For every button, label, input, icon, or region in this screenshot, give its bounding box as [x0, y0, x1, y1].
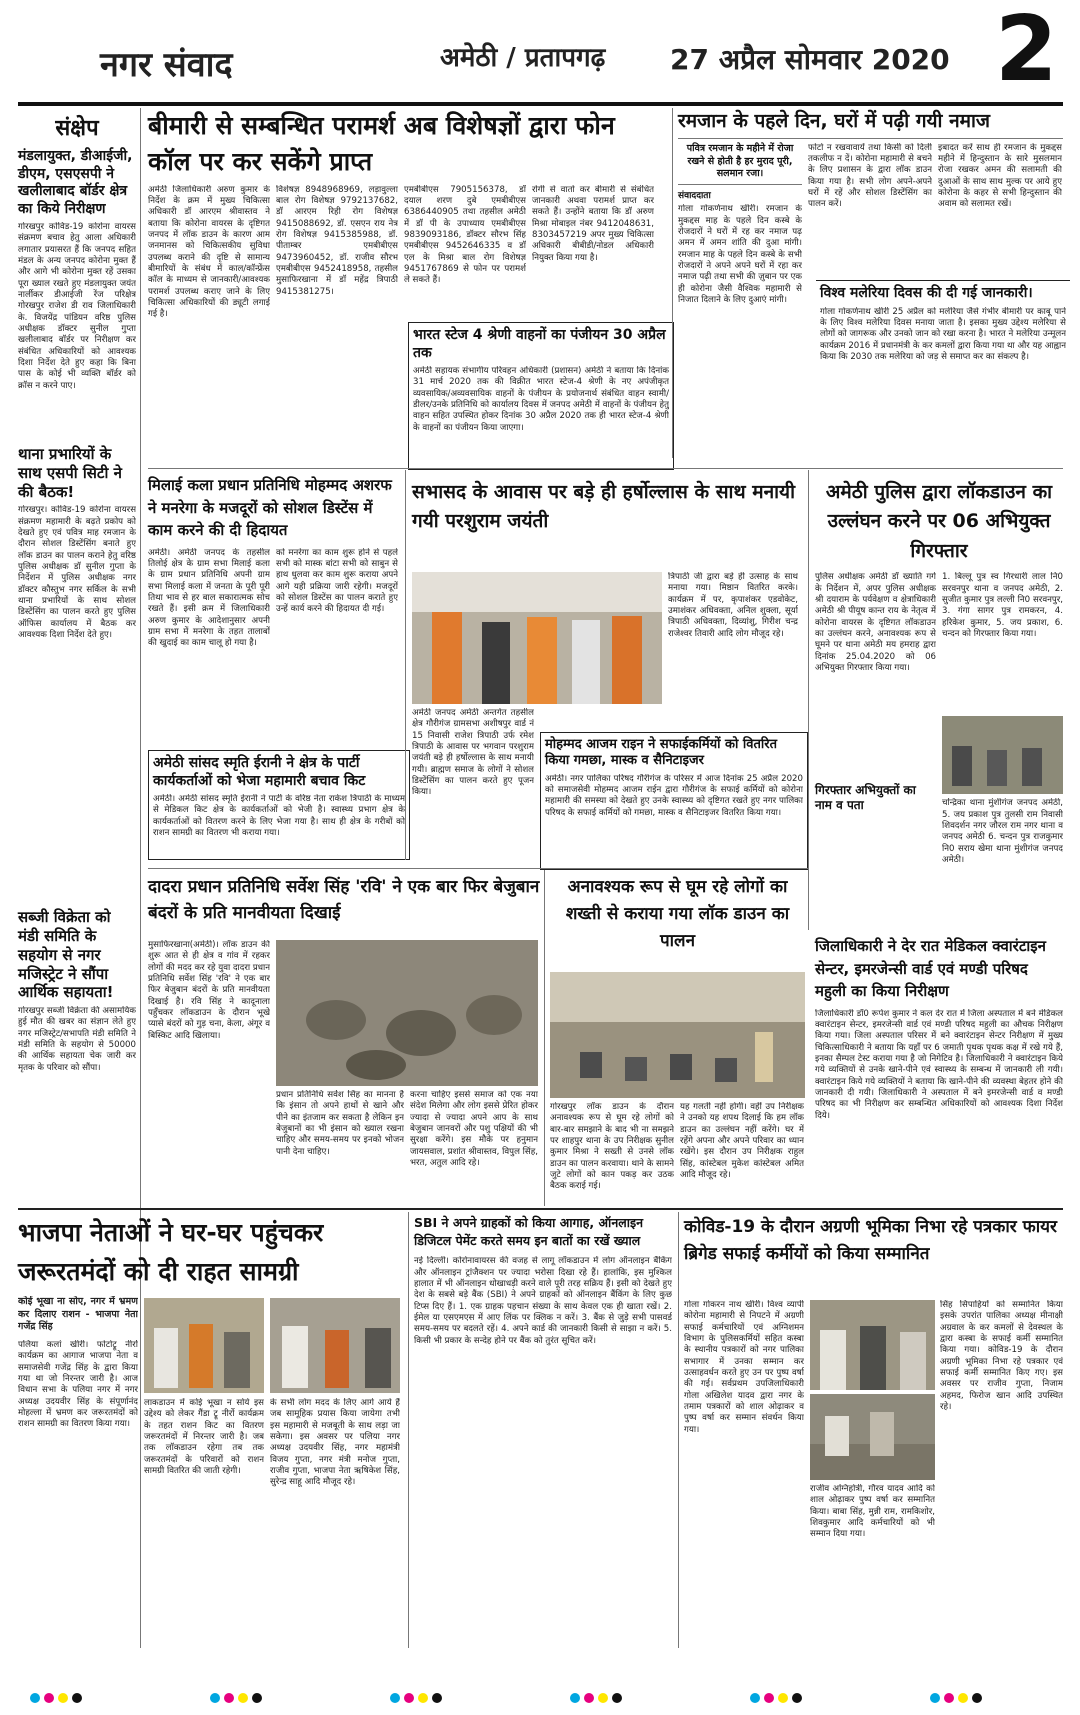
story-o-body-1: गोला गोकरन नाथ खीरी। विश्व व्यापी कोरोना महामारी से निपटने में अग्रणी सफाई कर्मचारियों एवं अग्निशमन विभाग के पुलिसकर्मियों सहित कस्बा के स्थानीय पत्रकारों को नगर पालिका सभागार में उनका सम्मान कर उत्साहवर्धन करते हुए उन पर पुष्प वर्षा की गई। सर्वप्रथम उपजिलाधिकारी गोला अखिलेश यादव द्वारा नगर के तमाम पत्रकारों को शाल ओढ़ाकर व पुष्प वर्षा कर सम्मान संवर्धन किया गया।	[684, 1300, 804, 1435]
story-c-body-1: गोला गोकर्णनाथ खीरी। रमजान के मुकद्दस माह के पहले दिन कस्बे के रोजदारों ने घरों में रह कर नमाज पढ़ अमन में अमन शांति की दुआ मांगी। रमजान माह के पहले दिन कस्बे के सभी रोजदारों ने अपने अपने घरों में रहा कर नमाज पढ़ी तथा सभी की ज़ुबान पर एक ही कोरोना जैसी वैश्विक महामारी से निजात दिलाने के लिए दुआएं मांगी।	[678, 204, 802, 305]
story-c-byline: संवाददाता	[678, 191, 711, 202]
section-divider	[148, 868, 808, 869]
edition-label: अमेठी / प्रतापगढ़	[440, 43, 606, 73]
column-divider	[140, 108, 141, 1648]
column-divider	[544, 870, 545, 1206]
story-f-box	[148, 750, 410, 860]
story-e-body-1: अमेठी। अमेठी जनपद के तहसील तिलोई क्षेत्र के ग्राम सभा मिलाई कला के ग्राम प्रधान प्रतिनिधि अपनी ग्राम सभा मिलाई कला में जनता के पूरी पूरी तिथा भाव से हर बाल सकारात्मक सोच रखते हैं। इसी क्रम में जिलाधिकारी अरुण कुमार के आदेशानुसार अपनी ग्राम सभा में मनरेगा के तहत तालाबों की खुदाई का काम चालू हो गया है।	[148, 547, 270, 649]
sidebar-story2-headline: थाना प्रभारियों के साथ एसपी सिटी ने की बैठक!	[18, 445, 122, 501]
sidebar-story3-body: गोरखपुर सब्जी विक्रेता की असामयिक हुई मौत की खबर का संज्ञान लेते हुए नगर मजिस्ट्रेट/सभापति मंडी समिति ने मंडी समिति के सहयोग से 50000 की आर्थिक सहायता चेक जारी कर मृतक के परिवार को सौंपा।	[18, 1006, 136, 1073]
story-g	[412, 478, 800, 535]
lockdown-enforcement-photo	[550, 972, 805, 1098]
story-g-body-2: त्रिपाठी जी द्वारा बड़े ही उत्साह के साथ मनाया गया। मिष्ठान वितरित करके। कार्यक्रम में पर, कृपाशंकर एडवोकेट, उमाशंकर अधिवक्ता, अनिल शुक्ला, सूर्या त्रिपाठी अधिवक्ता, दिव्यांशु, गिरीश चन्द्र राजेश्वर तिवारी आदि लोग मौजूद रहे।	[668, 572, 798, 639]
registration-dot	[238, 1693, 248, 1703]
story-j	[815, 935, 1063, 1227]
story-n-body: नई दिल्ली। कोरोनावायरस की वजह से लागू लॉकडाउन में लोग ऑनलाइन बैंकिंग और ऑनलाइन ट्रांजैक्शन पर ज्यादा भरोसा दिखा रहे हैं। हालांकि, इस मुश्किल हालात में भी ऑनलाइन धोखाधड़ी करने वाले पूरी तरह सक्रिय हैं। इसी को देखते हुए देश के सबसे बड़े बैंक (SBI) ने अपने ग्राहकों को ऑनलाइन बैंकिंग के लिए कुछ टिप्स दिए हैं। 1. एक ग्राहक पहचान संख्या के साथ केवल एक ही खाता रखें। 2. ईमेल या एसएमएस में आए लिंक पर क्लिक न करें। 3. बैंक से जुड़े सभी पासवर्ड समय-समय पर बदलते रहें। 4. अपने कार्ड की जानकारी किसी से साझा न करें। 5. किसी भी प्रकार के सन्देह होने पर बैंक को तुरंत सूचित करें।	[414, 1256, 672, 1346]
story-c-body-2: फोटो न रखवावायें तथा किसी को दिली तकलीफ न दें। कोरोना महामारी से बचने के लिए प्रशासन के द्वारा लॉक डाउन किया गया है। सभी लोग अपने-अपने घरों में रहें और सोशल डिस्टेंसिंग का पालन करें।	[808, 142, 932, 210]
story-m-body-2: लाकडाउन में कोई भूखा न सोये इस उद्देश्य को लेकर गैंडा ट्रू नीर्रो कार्यक्रम के तहत राशन किट का वितरण जरूरतमंदों में निरन्तर जारी है। जब तक लॉकडाउन रहेगा तब तक जरूरतमंदों के परिवारों को राशन सामग्री वितरित की जाती रहेगी।	[144, 1398, 264, 1477]
registration-dot	[58, 1693, 68, 1703]
story-l	[550, 874, 805, 956]
column-divider	[405, 470, 406, 860]
registration-dot	[72, 1693, 82, 1703]
registration-dot	[944, 1693, 954, 1703]
story-i-body-3: चन्द्रिका थाना मुंशीगंज जनपद अमेठी, 5. जय प्रकाश पुत्र तुलसी राम निवासी शिवदर्शन नगर जौरल राम नगर थाना व जनपद अमेठी 6. चन्दन पुत्र राजकुमार नि0 सराय खेमा थाना मुंशीगंज जनपद अमेठी।	[942, 798, 1063, 865]
story-k-body-3: करना चाहिए इससे समाज को एक नया संदेश मिलेगा और लोग इससे प्रेरित होकर ज्यादा से ज्यादा अपने आप के साथ बेजुबान जानवरों और पशु पक्षियों की भी सुरक्षा करेंगे। इस मौके पर हनुमान जायसवाल, प्रशांत श्रीवास्तव, विपुल सिंह, भरत, अतुल आदि रहे।	[410, 1090, 538, 1169]
registration-dot	[778, 1693, 788, 1703]
registration-dot	[44, 1693, 54, 1703]
page-number: 2	[995, 0, 1058, 102]
registration-dot	[930, 1693, 940, 1703]
story-a	[148, 108, 658, 355]
column-divider	[808, 470, 809, 930]
registration-dot	[252, 1693, 262, 1703]
story-a-body-3: एमबीबीएस 7905156378, डॉ दयाल शरण दुबे एमबीबीएस 6386440905 तथा तहसील अमेठी में डॉ पी के उपाध्याय एमबीबीएस 9839093186, डॉक्टर सौरभ सिंह एमबीबीएस 9452646335 व डॉ एल के मिश्रा बाल रोग विशेषज्ञ 9451767869 से फोन पर परामर्श ले सकते हैं।	[404, 184, 526, 286]
story-k	[148, 874, 540, 927]
column-divider	[408, 1212, 409, 1648]
story-c-body-3: इबादत करें साथ ही रमजान के मुकद्दस महीने में हिन्दुस्तान के सारे मुसलमान रोजा रखकर अमन की सलामती की दुआओं के साथ साथ मुल्क पर आये हुए कोरोना के कहर से सभी हिन्दुस्तान की अवाम को सलामत रखें।	[938, 142, 1062, 210]
honour-ceremony-photo-2	[810, 1394, 935, 1480]
registration-dot	[958, 1693, 968, 1703]
story-g-headline: सभासद के आवास पर बड़े ही हर्षोल्लास के साथ मनायी गयी परशुराम जयंती	[412, 481, 795, 532]
print-registration-marks	[0, 1691, 1080, 1705]
story-a-body-1: अमेठी जिलाधिकारी अरुण कुमार के निर्देश के क्रम में मुख्य चिकित्सा अधिकारी डॉ आरएम श्रीवास्तव ने बताया कि कोरोना वायरस के दृष्टिगत जनपद में लॉक डाउन के कारण आम जनमानस को चिकित्सकीय सुविधा उपलब्ध कराने की दृष्टि से सामान्य बीमारियों के संबंध में काल/कॉन्फ्रेंस कॉल के माध्यम से जानकारी/आवश्यक परामर्श उपलब्ध कराए जाने के लिए चिकित्सा अधिकारियों की ड्यूटी लगाई गई है।	[148, 184, 270, 320]
story-n-headline: SBI ने अपने ग्राहकों को किया आगाह, ऑनलाइन डिजिटल पेमेंट करते समय इन बातों का रखें ख्याल	[414, 1215, 644, 1249]
masthead	[0, 0, 1080, 108]
story-i-body-1: पुलिस अधीक्षक अमेठी डॉ ख्याति गर्ग के निर्देशन में, अपर पुलिस अधीक्षक श्री दयाराम के पर्यवेक्षण व क्षेत्राधिकारी अमेठी श्री पीयूष कान्त राय के नेतृत्व में कोरोना वायरस के दृष्टिगत लॉकडाउन का उल्लंघन करने, अनावश्यक रूप से घूमने पर थाना अमेठी मय हमराह द्वारा दिनांक 25.04.2020 को 06 अभियुक्त गिरफ्तार किया गया।	[815, 572, 936, 674]
story-b-body: अमेठी सहायक संभागीय परिवहन अधिकारी (प्रशासन) अमेठी ने बताया कि दिनांक 31 मार्च 2020 तक की विक्रीत भारत स्टेज-4 श्रेणी के नए अपंजीकृत व्यवसायिक/अव्यवसायिक वाहनों के पंजीयन के प्रयोजनार्थ संबंधित वाहन स्वामी/डीलर/उनके प्रतिनिधि को कार्यालय दिवस में जनपद अमेठी में वाहनों के पंजीयन हेतु वाहन सहित उपस्थित होकर दिनांक 30 अप्रैल 2020 तक ही भारत स्टेज-4 श्रेणी के वाहनों का पंजीयन किया जाएगा।	[413, 366, 669, 433]
registration-dot	[210, 1693, 220, 1703]
story-h-body: अमेठी। नगर पालिका परिषद गौरीगंज के परिसर में आज दिनांक 25 अप्रैल 2020 को समाजसेवी मोहम्मद आजम राईन द्वारा गौरीगंज के सफाई कर्मियों को कोरोना महामारी की समस्या को देखते हुए उनके स्वास्थ्य को दृष्टिगत रखते हुए नगर पालिका परिषद के सफाई कर्मियों को गमछा, मास्क व सैनिटाइजर वितरित किया गया।	[545, 773, 803, 818]
sidebar-story1-headline: मंडलायुक्त, डीआईजी, डीएम, एसएसपी ने खलीलाबाद बॉर्डर क्षेत्र का किये निरीक्षण	[18, 148, 133, 217]
registration-dot	[404, 1693, 414, 1703]
section-divider	[148, 468, 1063, 469]
story-e-body-2: को मनरेगा का काम शुरू होने से पहले सभी को मास्क बांटा सभी को साबुन से हाथ धुलवा कर काम शुरू कराया अपने आगे यही प्रक्रिया जारी रहेगी। मजदूरों को सोशल डिस्टेंस का पालन कराते हुए उन्हें कार्य करने की हिदायत दी गई।	[276, 547, 398, 615]
story-d-body: गोला गोकर्णनाथ खीरी 25 अप्रैल को मलेरिया जैसे गंभीर बीमारी पर काबू पाने के लिए विश्व मलेरिया दिवस मनाया जाता है। इसका मुख्य उद्देश्य मलेरिया से लोगों को जागरूक और उनको जान को रखा करना है। भारत ने मलेरिया उन्मूलन कार्यक्रम 2016 में प्रधानमंत्री के कर कमलों द्वारा किया गया था और यह आह्वान किया कि 2030 तक मलेरिया को जड़ से समाप्त कर का संकल्प है।	[820, 306, 1066, 362]
story-f-headline: अमेठी सांसद स्मृति ईरानी ने क्षेत्र के पार्टी कार्यकर्ताओं को भेजा महामारी बचाव किट	[153, 755, 366, 789]
relief-distribution-photo-2	[270, 1298, 400, 1393]
story-o-headline: कोविड-19 के दौरान अग्रणी भूमिका निभा रहे पत्रकार फायर ब्रिगेड सफाई कर्मीयों को किया सम्मानित	[684, 1217, 1057, 1265]
story-i	[815, 478, 1063, 864]
story-k-body-2: प्रधान प्रतिनिधि सर्वेश सिंह का मानना है कि इंसान तो अपने हाथों से खाने और पीने का इंतजाम कर सकता है लेकिन इन बेजुबानों का भी इंसान को ख्याल रखना चाहिए और समय-समय पर इनको भोजन पानी देना चाहिए।	[276, 1090, 404, 1157]
story-j-body: जिलाधिकारी डॉ0 रूपेश कुमार ने कल देर रात में जिला अस्पताल में बने मेडिकल क्वारंटाइन सेन्टर, इमरजेन्सी वार्ड एवं मण्डी परिषद महुली का औचक निरीक्षण किया गया। जिला अस्पताल परिसर में बने क्वारंटाइन सेन्टर निरीक्षण में मुख्य चिकित्साधिकारी ने बताया कि यहाँ पर 6 जमाती पृथक पृथक कक्ष में रखे गये हैं, इनका सैम्पल टेस्ट कराया गया है जो निगेटिव है। जिलाधिकारी ने क्वारंटाइन किये गये व्यक्तियों से उनके खाने-पीने एवं स्वास्थ्य के सम्बन्ध में जानकारी ली गयी। क्वारंटाइन किये गये व्यक्तियों ने बताया कि खाने-पीने की व्यवस्था बेहतर होने की जानकारी दी गयी। जिलाधिकारी ने अस्पताल में बने इमरजेन्सी वार्ड व मण्डी परिषद का भी निरीक्षण कर सम्बन्धित अधिकारियों को आवश्यक दिशा निर्देश दिये।	[815, 1008, 1063, 1121]
story-n	[414, 1214, 672, 1628]
registration-dot	[612, 1693, 622, 1703]
story-k-body-1: मुसाफिरखाना(अमेठी)। लॉक डाउन की शुरू आत से ही क्षेत्र व गांव में रहकर लोगों की मदद कर रहे युवा दादरा प्रधान प्रतिनिधि सर्वेश सिंह 'रवि' ने एक बार फिर बेजुबान बंदरों के प्रति मानवीयता दिखाई है। रवि सिंह ने कादूनाला पहुँचकर लॉकडाउन के दौरान भूखे प्यासे बंदरों को गुड़ चना, केला, अंगूर व बिस्किट आदि खिलाया।	[148, 940, 270, 1041]
police-action-photo	[942, 716, 1063, 794]
registration-dot	[390, 1693, 400, 1703]
registration-dot	[972, 1693, 982, 1703]
story-o-body-2: सिंह सिपाहियों को सम्मानित किया इसके उपरांत पालिका अध्यक्ष मीनाक्षी अग्रवाल के कर कमलों से देवस्थल के द्वारा कस्बा के सफाई कर्मी सम्मानित किया गया। कोविड-19 के दौरान अग्रणी भूमिका निभा रहे पत्रकार एवं सफाई कर्मी सम्मानित किए गए। इस अवसर पर राजीव गुप्ता, निजाम अहमद, फिरोज खान आदि उपस्थित रहे।	[940, 1300, 1063, 1413]
story-o	[684, 1214, 1063, 1268]
story-m-body-1: पलिया कलां खीरी। फोटोट्रू नीर्रो कार्यक्रम का आगाज भाजपा नेता व समाजसेवी गजेंद्र सिंह के द्वारा किया गया था जो निरन्तर जारी है। आज विधान सभा के पलिया नगर में नगर अध्यक्ष उदयवीर सिंह के संपूर्णानंद मोहल्ला में भ्रमण कर जरूरतमंदों को राशन सामग्री का वितरण किया गया।	[18, 1340, 138, 1430]
story-l-headline: अनावश्यक रूप से घूम रहे लोगों का शख्ती से कराया गया लॉक डाउन का पालन	[565, 877, 790, 952]
registration-dot	[570, 1693, 580, 1703]
masthead-rule	[18, 102, 1063, 106]
honour-ceremony-photo-1	[810, 1300, 935, 1390]
story-i-body-2: 1. बिल्लू पुत्र स्व गिरधारी लाल नि0 सरवनपुर थाना व जनपद अमेठी, 2. सुजीत कुमार पुत्र लल्ली नि0 सरवनपुर, 3. गंगा सागर पुत्र रामकरन, 4. हरिकेश कुमार, 5. जय प्रकाश, 6. चन्दन को गिरफ्तार किया गया।	[942, 572, 1063, 640]
story-j-headline: जिलाधिकारी ने देर रात मेडिकल क्वारंटाइन सेन्टर, इमरजेन्सी वार्ड एवं मण्डी परिषद महुली का किया निरीक्षण	[815, 937, 1046, 1000]
story-l-body-1: गोरखपुर लॉक डाउन के दौरान अनावश्यक रूप से घूम रहे लोगों को बार-बार समझाने के बाद भी ना समझने पर शाहपुर थाना के उप निरीक्षक सुनील कुमार मिश्रा ने सख्ती से उनसे लॉक डाउन का पालन करवाया। थाने के सामने जुटे लोगों को कान पकड़ कर उठक बैठक कराई गई।	[550, 1102, 674, 1192]
story-e	[148, 474, 400, 696]
story-b-headline: भारत स्टेज 4 श्रेणी वाहनों का पंजीयन 30 अप्रैल तक	[413, 327, 666, 361]
story-l-body-2: यह गलती नहीं होगी। वहीं उप निरीक्षक ने उनको यह शपथ दिलाई कि हम लॉक डाउन का उल्लंघन नहीं करेंगे। घर में रहेंगे अपना और अपने परिवार का ध्यान रखेंगे। इस दौरान उप निरीक्षक राहुल सिंह, कांस्टेबल मुकेश कांस्टेबल अमित आदि मौजूद रहे।	[680, 1102, 804, 1181]
story-c-pull-quote: पवित्र रमजान के महीने में रोजा रखने से होती है हर मुराद पूरी, सलमान रजा।	[678, 143, 802, 185]
story-i-sub-headline: गिरफ्तार अभियुक्तों का नाम व पता	[815, 783, 916, 813]
story-d-box	[816, 280, 1070, 475]
story-g-body-1: अमेठी जनपद अमेठी अन्तर्गत तहसील क्षेत्र गौरीगंज ग्रामसभा अशीषपुर वार्ड नं 15 निवासी राजेश त्रिपाठी उर्फ रमेश त्रिपाठी के आवास पर भगवान परशुराम जयंती बड़े ही हर्षोल्लास के साथ मनायी गयी। ब्राह्मण समाज के लोगों ने सोशल डिस्टेंसिंग का पालन करते हुए पूजन किया।	[412, 708, 534, 798]
story-c-headline: रमजान के पहले दिन, घरों में पढ़ी गयी नमाज	[678, 110, 1063, 139]
story-h-box	[540, 732, 808, 870]
story-o-body-3: राजीव अग्निहोत्री, गौरव यादव आदि को शाल ओढ़ाकर पुष्प वर्षा कर सम्मानित किया। बाबा सिंह, मुन्नी राम, रामकिशोर, शिवकुमार आदि कर्मचारियों को भी सम्मान दिया गया।	[810, 1484, 935, 1540]
section-title: नगर संवाद	[100, 45, 233, 85]
story-m-body-3: के सभी लोग मदद के लिए आगे आये हैं जब सामूहिक प्रयास किया जायेगा तभी इस महामारी से मजबूती के साथ लड़ा जा सकेगा। इस अवसर पर पलिया नगर अध्यक्ष उदयवीर सिंह, नगर महामंत्री विजय गुप्ता, नगर मंत्री मनोज गुप्ता, राजीव गुप्ता, भाजपा नेता ऋषिकेश सिंह, सुरेन्द्र साहू आदि मौजूद रहे।	[270, 1398, 400, 1488]
issue-date: 27 अप्रैल सोमवार 2020	[670, 43, 950, 76]
story-e-headline: मिलाई कला प्रधान प्रतिनिधि मोहम्मद अशरफ ने मनरेगा के मजदूरों को सोशल डिस्टेंस में काम करने की दी हिदायत	[148, 476, 392, 539]
sidebar-label: संक्षेप	[55, 116, 99, 141]
story-m-sub-headline: कोई भूखा ना सोए, नगर में भ्रमण कर दिलाए राशन - भाजपा नेता गजेंद्र सिंह	[18, 1296, 138, 1333]
relief-distribution-photo-1	[144, 1298, 264, 1393]
monkeys-feeding-photo	[276, 940, 538, 1086]
story-a-body-4: रोगी से वार्ता कर बीमारी से संबंधित जानकारी अथवा परामर्श प्राप्त कर सकते हैं। उन्होंने बताया कि डॉ अरुण मिश्रा मोबाइल नंबर 9412048631, 8303457219 अपर मुख्य चिकित्सा अधिकारी बीबीडी/नोडल अधिकारी नियुक्त किया गया है।	[532, 184, 654, 263]
registration-dot	[584, 1693, 594, 1703]
column-divider	[672, 108, 673, 458]
story-i-headline: अमेठी पुलिस द्वारा लॉकडाउन का उल्लंघन करने पर 06 अभियुक्त गिरफ्तार	[825, 481, 1053, 562]
story-a-headline: बीमारी से सम्बन्धित परामर्श अब विशेषज्ञों द्वारा फोन कॉल पर कर सकेंगे प्राप्त	[148, 111, 615, 177]
registration-dot	[750, 1693, 760, 1703]
sidebar-story1-body: गोरखपुर कोविड-19 कोरोना वायरस संक्रमण बचाव हेतु आला अधिकारी लगातार प्रयासरत हैं कि जनपद सहित मंडल के अन्य जनपद कोरोना मुक्त हैं और आगे भी कोरोना मुक्त रहें उसका पूरा ख्याल रखते हुए मंडलायुक्त जयंत नार्लीकर डीआईजी रेंज परिक्षेत्र गोरखपुर राजेश डी राव जिलाधिकारी के. विजयेंद्र पांडियन वरिष्ठ पुलिस अधीक्षक डॉक्टर सुनील गुप्ता खलीलाबाद बॉर्डर पर निरीक्षण कर संबंधित अधिकारियों को आवश्यक दिशा निर्देश देते हुए कहा कि बिना पास के कोई भी व्यक्ति बॉर्डर को क्रॉस न करने पाए।	[18, 222, 136, 391]
story-d-headline: विश्व मलेरिया दिवस की दी गई जानकारी।	[820, 285, 1033, 301]
registration-dot	[598, 1693, 608, 1703]
story-f-body: अमेठी। अमेठी सांसद स्मृति ईरानी ने पार्टी के वरिष्ठ नेता राकेश त्रिपाठी के माध्यम से मेडिकल किट क्षेत्र के कार्यकर्ताओं को भेजी है। स्वास्थ्य प्रभाग क्षेत्र के कार्यकर्ताओं को वितरण करने के लिए भेजा गया है। साथ ही क्षेत्र के गरीबों को राशन सामग्री का वितरण भी कराया गया।	[153, 794, 405, 839]
registration-dot	[432, 1693, 442, 1703]
story-m-headline: भाजपा नेताओं ने घर-घर पहुंचकर जरूरतमंदों को दी राहत सामग्री	[18, 1218, 324, 1286]
story-k-headline: दादरा प्रधान प्रतिनिधि सर्वेश सिंह 'रवि' ने एक बार फिर बेजुबान बंदरों के प्रति मानवीयता दिखाई	[148, 877, 540, 924]
registration-dot	[792, 1693, 802, 1703]
story-m	[18, 1214, 418, 1292]
parshuram-jayanti-photo	[412, 572, 662, 704]
registration-dot	[30, 1693, 40, 1703]
registration-dot	[224, 1693, 234, 1703]
registration-dot	[764, 1693, 774, 1703]
column-divider	[678, 1212, 679, 1648]
story-h-headline: मोहम्मद आजम राइन ने सफाईकर्मियों को वितरित किया गमछा, मास्क व सैनिटाइजर	[545, 737, 778, 769]
story-a-body-2: विशेषज्ञ 8948968969, लड़ावुल्ला बाल रोग विशेषज्ञ 9792137682, डॉ आरएम रिही रोग विशेषज्ञ 9415088692, डॉ. एसएन राय नेत्र रोग विशेषज्ञ 9415385988, डॉ. पीताम्बर एमबीबीएस 9473960452, डॉ. राजीव सौरभ एमबीबीएस 9452418958, तहसील मुसाफिरखाना में डॉ महेंद्र त्रिपाठी 9415381275।	[276, 184, 398, 297]
sidebar-story3-headline: सब्जी विक्रेता को मंडी समिति के सहयोग से नगर मजिस्ट्रेट ने सौंपा आर्थिक सहायता!	[18, 908, 114, 1002]
registration-dot	[418, 1693, 428, 1703]
story-b-box	[408, 322, 674, 470]
sidebar-story2-body: गोरखपुर। कोविड-19 कोरोना वायरस संक्रमण महामारी के बढ़ते प्रकोप को देखते हुए एवं पवित्र माह रमजान के दौरान सोशल डिस्टेंसिंग बनाते हुए लॉक डाउन का पालन कराने हेतु वरिष्ठ पुलिस अधीक्षक डॉ सुनील गुप्ता के निर्देशन में पुलिस अधीक्षक नगर डॉक्टर कौस्तुभ नगर सर्किल के सभी थाना प्रभारियों के साथ सोशल डिस्टेंसिंग का पालन करते हुए पुलिस ऑफिस कार्यालय में बैठक कर आवश्यक दिशा निर्देश देते हुए।	[18, 505, 136, 641]
section-divider	[18, 1208, 1063, 1210]
